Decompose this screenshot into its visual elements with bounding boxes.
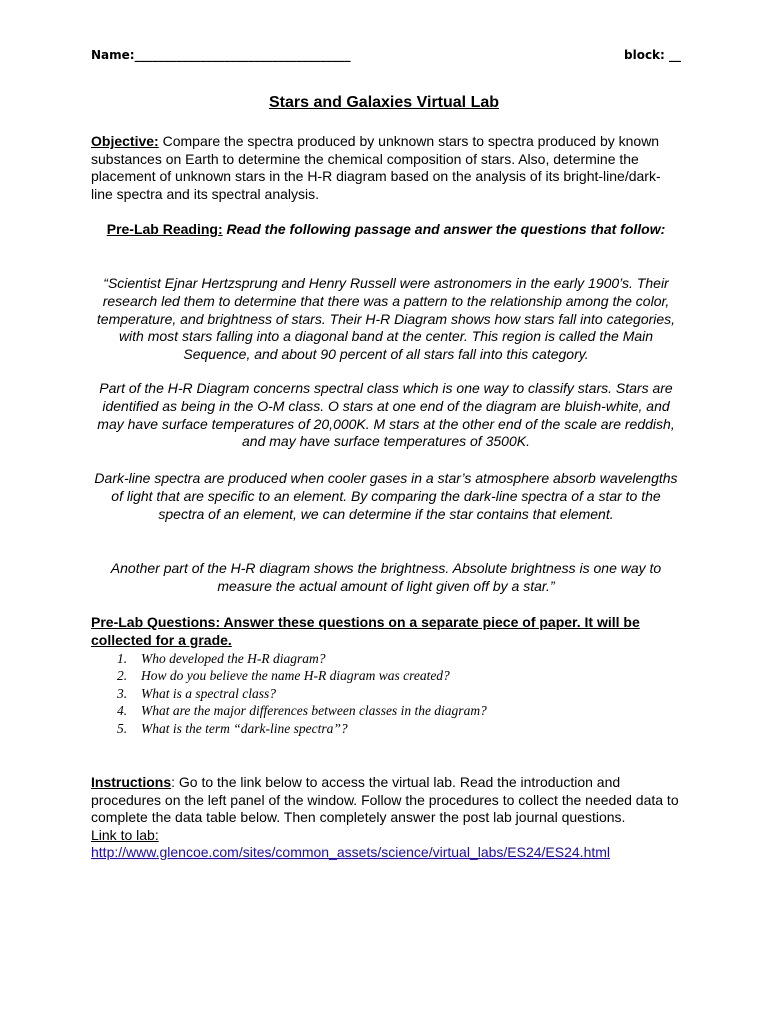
objective-paragraph — [91, 133, 681, 203]
passage-paragraph: Dark-line spectra are produced when cooler gases in a star’s atmosphere absorb wavelengths of light that are specific to an element. By comparing the dark-line spectra of a star to the spectra of an element, we can determine if the star contains that element. — [94, 470, 678, 522]
question-text: What are the major differences between classes in the diagram? — [141, 703, 487, 719]
passage-paragraph: “Scientist Ejnar Hertzsprung and Henry Russell were astronomers in the early 1900’s. Their research led them to determine that there was a pattern to the relationship among the color, temperature, and brightness of stars. Their H-R Diagram shows how stars fall into categories, with most stars falling into a diagonal band at the center. This region is called the Main Sequence, and about 90 percent of all stars fall into this category. — [96, 275, 676, 363]
prelab-reading-heading — [91, 221, 681, 239]
question-number: 1. — [117, 651, 128, 666]
instructions-label: Instructions — [91, 774, 172, 790]
prelab-reading-label: Pre-Lab Reading: — [106, 221, 223, 237]
passage-paragraph: Part of the H-R Diagram concerns spectral class which is one way to classify stars. Stars are identified as being in the O-M class. O stars at one end of the diagram are bluish-white, and may have surface temperatures of 20,000K. M stars at the other end of the scale are reddish, and may have surface temperatures of 3500K. — [97, 380, 675, 450]
list-item — [117, 667, 487, 684]
passage-paragraph: Another part of the H-R diagram shows the brightness. Absolute brightness is one way to measure the actual amount of light given off by a star.” — [110, 560, 662, 594]
list-item — [117, 702, 487, 719]
prelab-questions-heading: Pre-Lab Questions: Answer these questions on a separate piece of paper. It will be collected for a grade. — [91, 614, 640, 648]
question-text: Who developed the H-R diagram? — [141, 651, 326, 666]
question-number: 2. — [117, 668, 128, 684]
instructions-text: : Go to the link below to access the virtual lab. Read the introduction and procedures on the left panel of the window. Follow the procedures to collect the needed data to complete the data table below. Then completely answer the post lab journal questions. — [91, 774, 679, 825]
question-text: What is a spectral class? — [141, 685, 276, 701]
list-item — [117, 685, 487, 702]
question-number: 5. — [117, 720, 128, 736]
link-label: Link to lab: — [91, 826, 159, 843]
block-field-label: block: __ — [624, 48, 682, 62]
name-field-label: Name:____________________________________ — [91, 48, 351, 62]
page-title: Stars and Galaxies Virtual Lab — [268, 94, 500, 111]
question-number: 3. — [117, 685, 128, 701]
question-text: What is the term “dark-line spectra”? — [141, 720, 348, 736]
question-number: 4. — [117, 703, 128, 719]
list-item — [117, 720, 487, 737]
prelab-reading-instruction: Read the following passage and answer the questions that follow: — [222, 221, 666, 237]
virtual-lab-link[interactable]: http://www.glencoe.com/sites/common_assets/science/virtual_labs/ES24/ES24.html — [91, 844, 611, 860]
question-text: How do you believe the name H-R diagram was created? — [141, 668, 450, 684]
objective-label: Objective: — [91, 133, 159, 149]
list-item — [117, 650, 487, 667]
instructions-paragraph — [91, 774, 681, 862]
objective-text: Compare the spectra produced by unknown stars to spectra produced by known substances on Earth to determine the chemical composition of stars. Also, determine the placement of unknown stars in the H-R diagram based on the analysis of its bright-line/dark-line spectra and its spectral analysis. — [91, 133, 661, 202]
prelab-questions-list — [117, 650, 487, 737]
